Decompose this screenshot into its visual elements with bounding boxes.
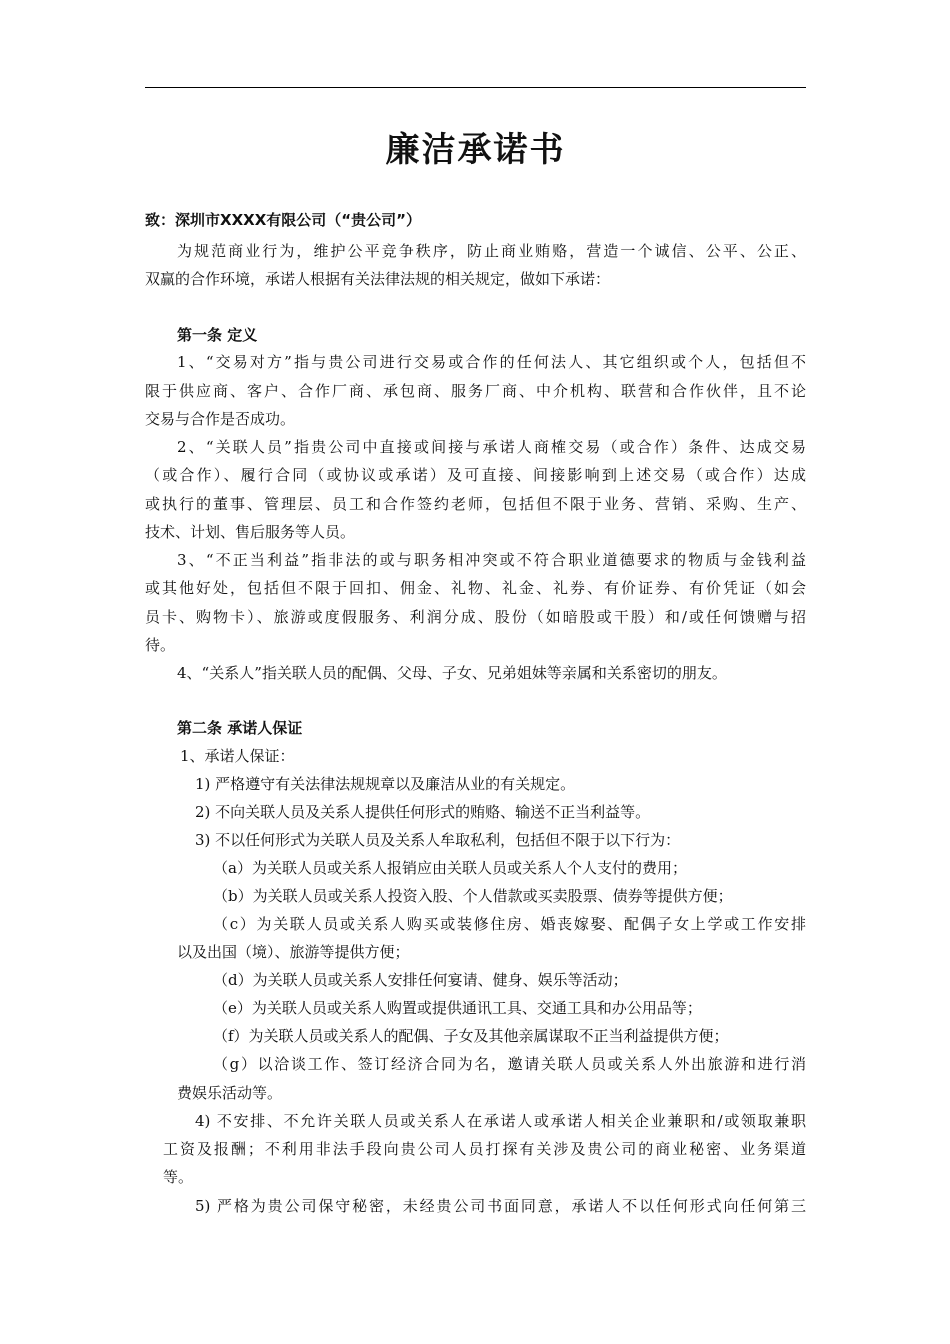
article2-line: （f）为关联人员或关系人的配偶、子女及其他亲属谋取不正当利益提供方便； bbox=[213, 1027, 729, 1045]
article2-line: （b）为关联人员或关系人投资入股、个人借款或买卖股票、债券等提供方便； bbox=[213, 887, 733, 905]
article2-line: 2) 不向关联人员及关系人提供任何形式的贿赂、输送不正当利益等。 bbox=[195, 803, 651, 821]
article2-line: （e）为关联人员或关系人购置或提供通讯工具、交通工具和办公用品等； bbox=[213, 999, 702, 1017]
article2-line: 1) 严格遵守有关法律法规规章以及廉洁从业的有关规定。 bbox=[195, 775, 576, 793]
article2-line: （a）为关联人员或关系人报销应由关联人员或关系人个人支付的费用； bbox=[213, 859, 687, 877]
article1-line: 员卡、购物卡）、旅游或度假服务、利润分成、股份（如暗股或干股）和/或任何馈赠与招 bbox=[145, 608, 806, 626]
article1-line: 技术、计划、售后服务等人员。 bbox=[145, 523, 356, 541]
article2-line: 工资及报酬；不利用非法手段向贵公司人员打探有关涉及贵公司的商业秘密、业务渠道 bbox=[163, 1140, 806, 1158]
document-title: 廉洁承诺书 bbox=[385, 130, 566, 170]
header-rule bbox=[145, 87, 806, 88]
article2-line: （c）为关联人员或关系人购买或装修住房、婚丧嫁娶、配偶子女上学或工作安排 bbox=[213, 915, 806, 933]
addressee-line: 致：深圳市XXXX有限公司（“贵公司”） bbox=[145, 211, 421, 229]
article2-line: 1、承诺人保证： bbox=[180, 747, 295, 765]
article2-line: 等。 bbox=[163, 1168, 194, 1186]
article1-line: 3、“不正当利益”指非法的或与职务相冲突或不符合职业道德要求的物质与金钱利益 bbox=[177, 551, 806, 569]
intro-line: 为规范商业行为，维护公平竞争秩序，防止商业贿赂，营造一个诚信、公平、公正、 bbox=[177, 242, 806, 260]
article1-heading: 第一条 定义 bbox=[177, 326, 258, 344]
article2-line: 以及出国（境）、旅游等提供方便； bbox=[177, 943, 410, 961]
article2-line: 3) 不以任何形式为关联人员及关系人牟取私利，包括但不限于以下行为： bbox=[195, 831, 681, 849]
intro-line: 双赢的合作环境，承诺人根据有关法律法规的相关规定，做如下承诺： bbox=[145, 270, 611, 288]
article2-line: 4) 不安排、不允许关联人员或关系人在承诺人或承诺人相关企业兼职和/或领取兼职 bbox=[195, 1112, 806, 1130]
article2-line: （d）为关联人员或关系人安排任何宴请、健身、娱乐等活动； bbox=[213, 971, 628, 989]
article2-line: （g）以洽谈工作、签订经济合同为名，邀请关联人员或关系人外出旅游和进行消 bbox=[213, 1055, 806, 1073]
article2-line: 5) 严格为贵公司保守秘密，未经贵公司书面同意，承诺人不以任何形式向任何第三 bbox=[195, 1197, 806, 1215]
article2-heading: 第二条 承诺人保证 bbox=[177, 719, 303, 737]
article1-line: 2、“关联人员”指贵公司中直接或间接与承诺人商榷交易（或合作）条件、达成交易 bbox=[177, 438, 806, 456]
article1-line: 或其他好处，包括但不限于回扣、佣金、礼物、礼金、礼券、有价证券、有价凭证（如会 bbox=[145, 579, 806, 597]
article2-line: 费娱乐活动等。 bbox=[177, 1084, 283, 1102]
article1-line: 待。 bbox=[145, 636, 176, 654]
article1-line: 限于供应商、客户、合作厂商、承包商、服务厂商、中介机构、联营和合作伙伴，且不论 bbox=[145, 382, 806, 400]
article1-line: 或执行的董事、管理层、员工和合作签约老师，包括但不限于业务、营销、采购、生产、 bbox=[145, 495, 806, 513]
article1-line: 交易与合作是否成功。 bbox=[145, 410, 296, 428]
article1-line: （或合作）、履行合同（或协议或承诺）及可直接、间接影响到上述交易（或合作）达成 bbox=[145, 466, 806, 484]
article1-line: 4、“关系人”指关联人员的配偶、父母、子女、兄弟姐妹等亲属和关系密切的朋友。 bbox=[177, 664, 727, 682]
article1-line: 1、“交易对方”指与贵公司进行交易或合作的任何法人、其它组织或个人，包括但不 bbox=[177, 353, 806, 371]
